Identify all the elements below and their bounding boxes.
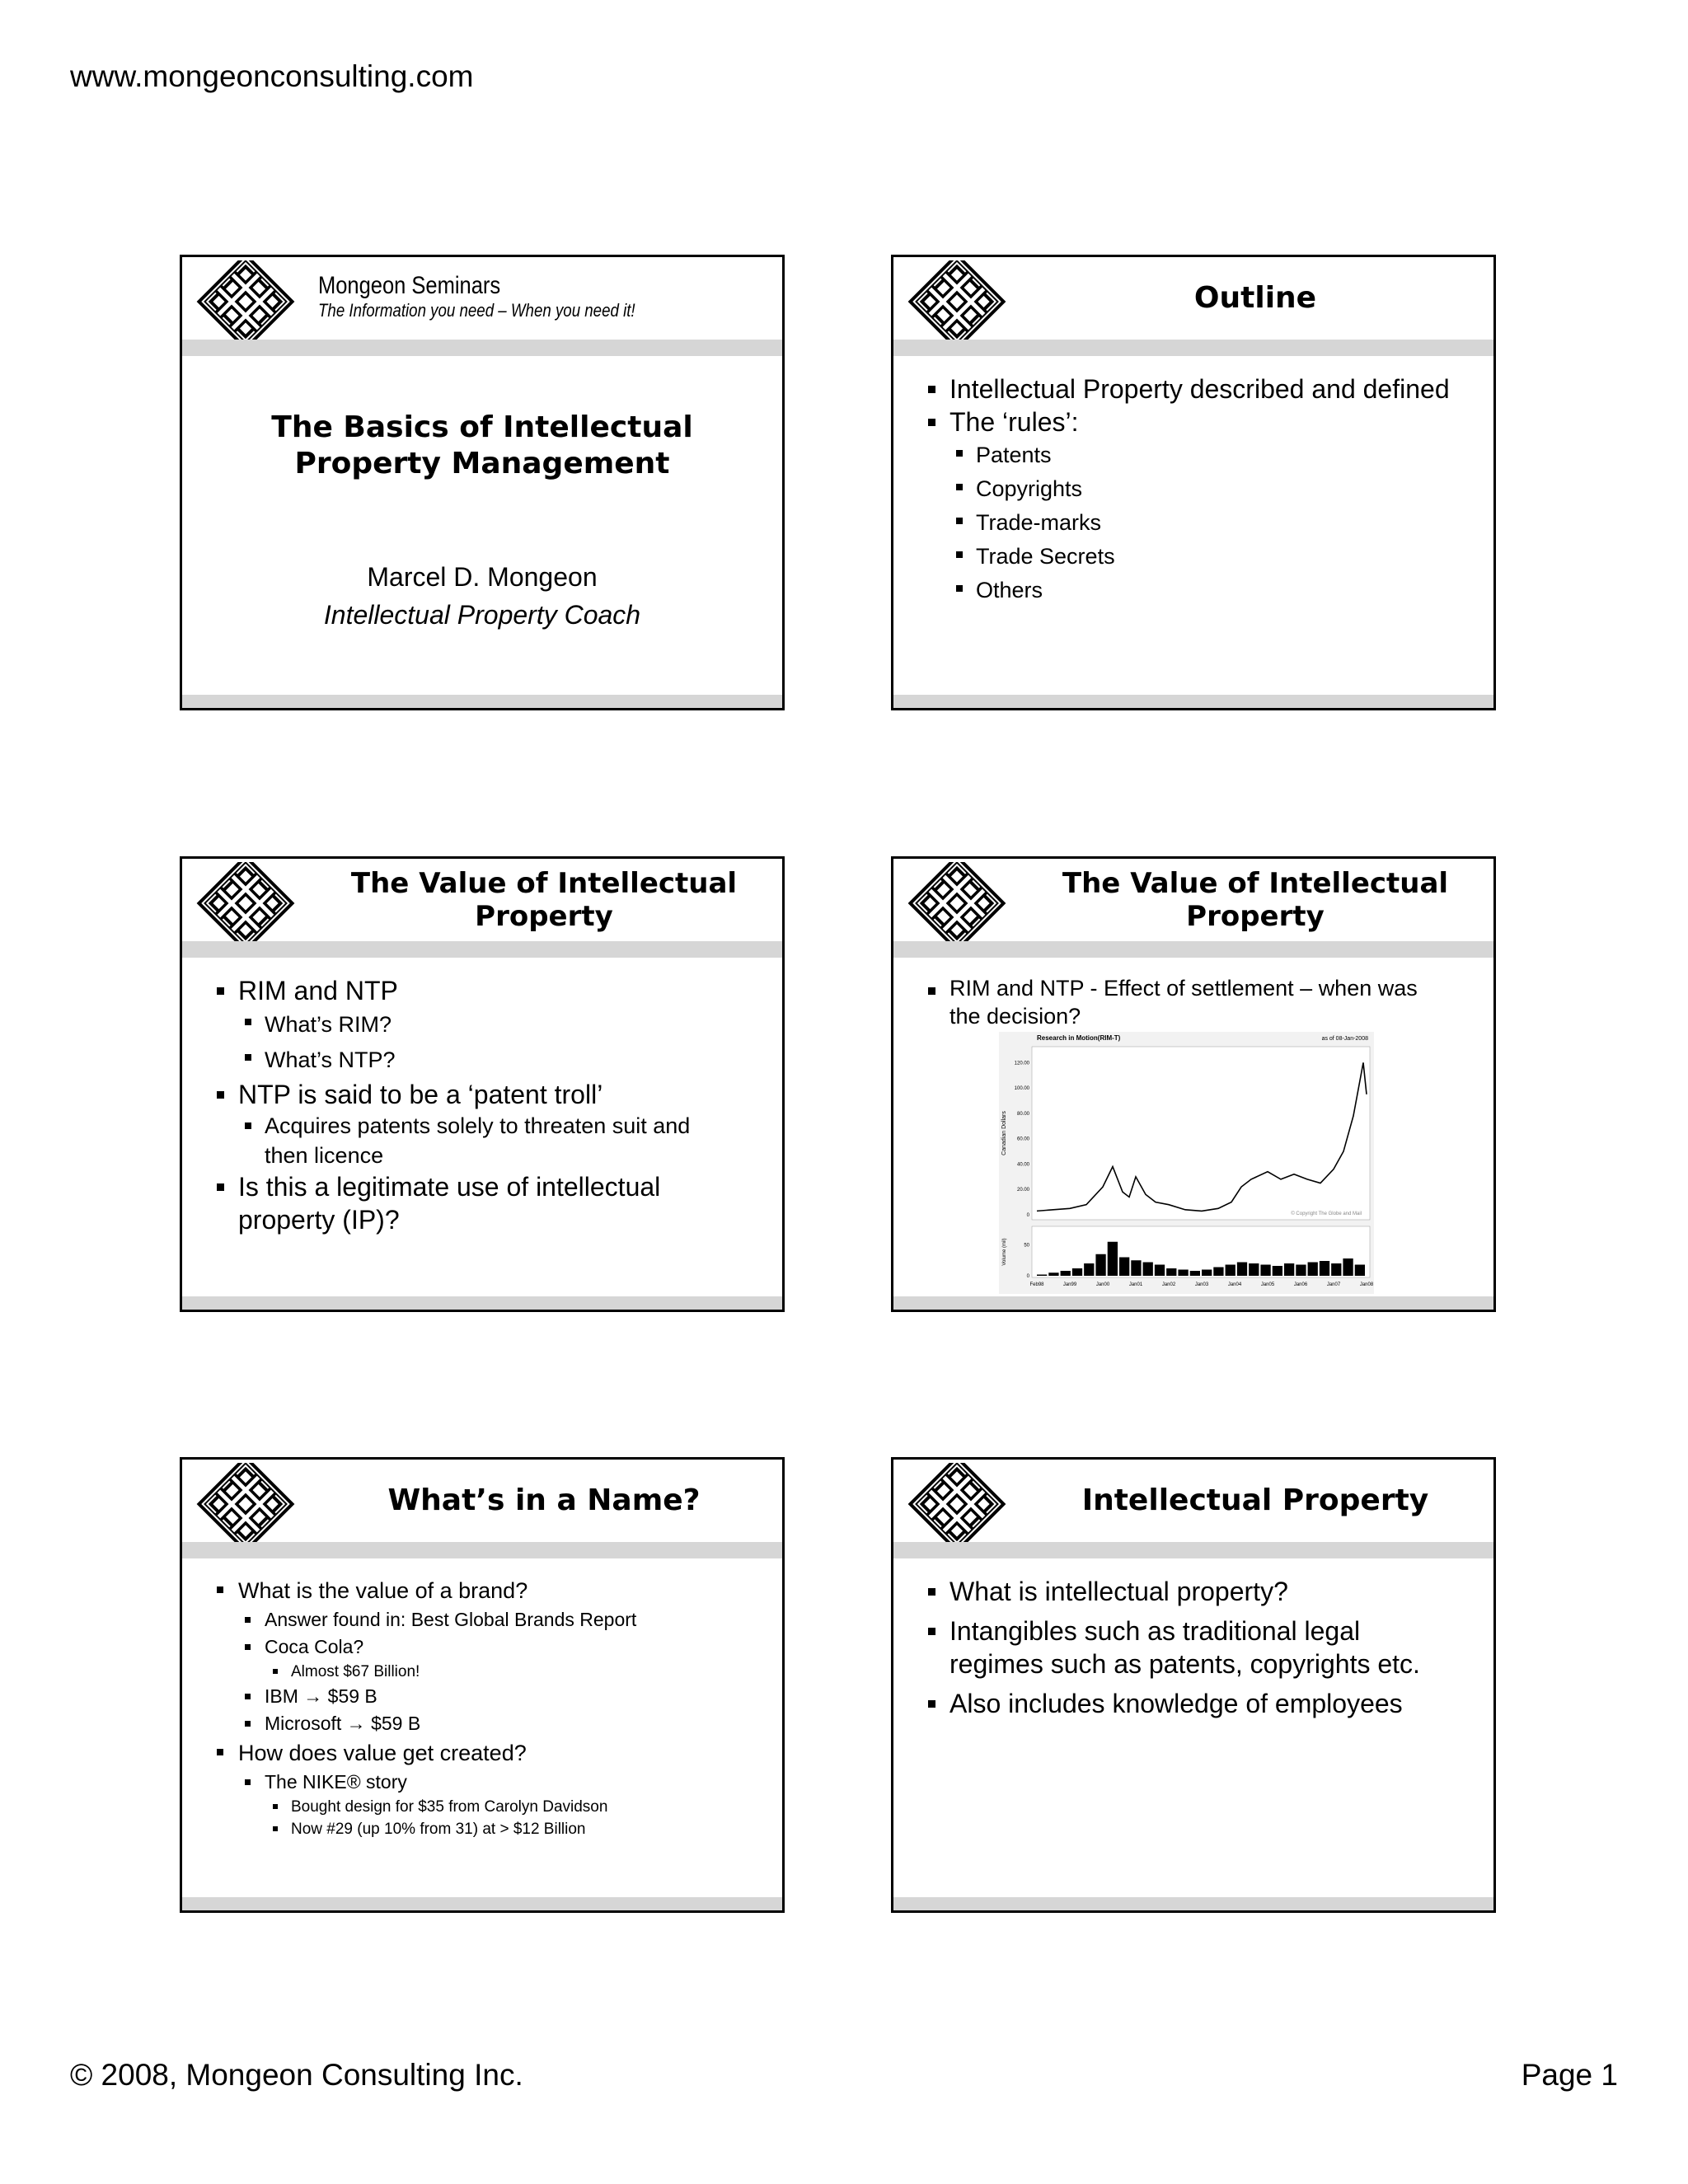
y-axis-label: Canadian Dollars (1001, 1111, 1007, 1155)
volume-bar (1095, 1254, 1105, 1276)
list-item: The NIKE® story (215, 1769, 757, 1796)
slide-title: Intellectual Property (1081, 1483, 1429, 1517)
list-item: What’s NTP? (215, 1043, 757, 1078)
header-band (182, 941, 782, 958)
knot-logo-icon (903, 260, 1010, 343)
list-item: Microsoft → $59 B (215, 1710, 757, 1737)
volume-bar (1061, 1271, 1071, 1276)
volume-bar (1343, 1258, 1353, 1276)
list-item: Answer found in: Best Global Brands Report (215, 1606, 757, 1633)
volume-bar (1119, 1258, 1129, 1277)
volume-bar (1048, 1272, 1058, 1276)
list-item: Bought design for $35 from Carolyn Davidson (215, 1796, 757, 1818)
volume-bar (1037, 1275, 1047, 1277)
list-item: Also includes knowledge of employees (926, 1687, 1469, 1720)
y-tick-label: 80.00 (1016, 1111, 1029, 1117)
bullet-list (926, 373, 1469, 607)
bullet-list (926, 974, 1469, 1030)
volume-bar (1260, 1265, 1270, 1277)
knot-logo-icon (903, 862, 1010, 944)
header-band (893, 941, 1493, 958)
x-tick-label: Jan99 (1062, 1282, 1077, 1287)
author-name: Marcel D. Mongeon (367, 562, 598, 592)
x-tick-label: Jan08 (1359, 1282, 1374, 1287)
list-item: Almost $67 Billion! (215, 1661, 757, 1683)
list-item: What is intellectual property? (926, 1575, 1469, 1608)
list-item: Coca Cola? (215, 1633, 757, 1661)
slide-1 (180, 255, 785, 710)
volume-tick-label: 0 (1026, 1274, 1029, 1279)
knot-logo-icon (903, 1463, 1010, 1545)
bullet-list (215, 974, 757, 1236)
page-header-url: www.mongeonconsulting.com (70, 59, 474, 93)
x-tick-label: Jan04 (1227, 1282, 1242, 1287)
volume-bar (1296, 1265, 1306, 1277)
footer-band (182, 1897, 782, 1910)
knot-logo-icon (192, 862, 299, 944)
footer-band (893, 1897, 1493, 1910)
header-band (182, 1542, 782, 1558)
volume-bar (1213, 1268, 1223, 1277)
list-item: RIM and NTP (215, 974, 757, 1007)
slide-title: The Value of Intellectual Property (1062, 867, 1449, 933)
footer-band (182, 695, 782, 708)
y-tick-label: 40.00 (1016, 1162, 1029, 1168)
stock-chart (999, 1032, 1374, 1294)
volume-bar (1237, 1263, 1247, 1277)
slide-6 (891, 1457, 1496, 1913)
list-item: Acquires patents solely to threaten suit and then licence (215, 1111, 757, 1170)
header-band (182, 340, 782, 356)
page-footer-copyright: © 2008, Mongeon Consulting Inc. (70, 2058, 523, 2092)
bullet-list (215, 1575, 757, 1840)
volume-bar (1084, 1263, 1094, 1276)
knot-logo-icon (192, 1463, 299, 1545)
header-band (893, 1542, 1493, 1558)
chart-date: as of 08-Jan-2008 (1321, 1036, 1368, 1042)
list-item: The ‘rules’: (926, 405, 1469, 438)
volume-bar (1190, 1271, 1200, 1276)
volume-bar (1331, 1263, 1341, 1276)
slide-5 (180, 1457, 785, 1913)
list-item: NTP is said to be a ‘patent troll’ (215, 1078, 757, 1111)
slide-title: The Basics of Intellectual Property Management (271, 410, 693, 480)
volume-bar (1226, 1265, 1236, 1277)
x-tick-label: Feb98 (1029, 1282, 1044, 1287)
volume-bar (1355, 1265, 1365, 1277)
volume-bar (1178, 1270, 1188, 1277)
list-item: Intangibles such as traditional legal regimes such as patents, copyrights etc. (926, 1615, 1469, 1680)
volume-bar (1166, 1268, 1176, 1276)
footer-band (182, 1296, 782, 1310)
x-tick-label: Jan01 (1128, 1282, 1143, 1287)
list-item: Others (926, 574, 1469, 607)
volume-bar (1155, 1265, 1165, 1277)
brand-name: Mongeon Seminars (318, 272, 501, 299)
volume-bar (1108, 1242, 1118, 1276)
volume-bar (1249, 1263, 1259, 1276)
y-tick-label: 60.00 (1016, 1137, 1029, 1142)
volume-bar (1284, 1263, 1294, 1276)
volume-axis-label: Volume (mil) (1002, 1238, 1007, 1266)
volume-bar (1131, 1260, 1141, 1276)
author-block (182, 558, 782, 634)
slide-title: The Value of Intellectual Property (350, 867, 738, 933)
x-tick-label: Jan03 (1194, 1282, 1209, 1287)
volume-bar (1320, 1261, 1329, 1276)
slide-3 (180, 856, 785, 1312)
x-tick-label: Jan07 (1326, 1282, 1341, 1287)
header-band (893, 340, 1493, 356)
list-item: Trade-marks (926, 506, 1469, 540)
author-role: Intellectual Property Coach (323, 600, 641, 630)
y-tick-label: 100.00 (1014, 1086, 1029, 1092)
slide-2 (891, 255, 1496, 710)
page-number: Page 1 (1521, 2058, 1618, 2092)
list-item: Intellectual Property described and defined (926, 373, 1469, 405)
list-item: What’s RIM? (215, 1007, 757, 1043)
list-item: Copyrights (926, 472, 1469, 506)
y-tick-label: 0 (1026, 1213, 1029, 1218)
x-tick-label: Jan02 (1161, 1282, 1176, 1287)
stock-chart-svg (999, 1032, 1374, 1294)
volume-bar (1202, 1270, 1212, 1277)
brand-tagline: The Information you need – When you need it! (318, 300, 635, 321)
footer-band (893, 1296, 1493, 1310)
list-item: How does value get created? (215, 1737, 757, 1769)
list-item: Is this a legitimate use of intellectual property (IP)? (215, 1170, 757, 1236)
list-item: RIM and NTP - Effect of settlement – when was the decision? (926, 974, 1469, 1030)
y-tick-label: 120.00 (1014, 1061, 1029, 1066)
x-tick-label: Jan00 (1095, 1282, 1110, 1287)
y-tick-label: 20.00 (1016, 1188, 1029, 1193)
list-item: IBM → $59 B (215, 1683, 757, 1710)
volume-bar (1308, 1263, 1318, 1277)
list-item: Patents (926, 438, 1469, 472)
chart-title: Research in Motion(RIM-T) (1037, 1034, 1121, 1042)
x-tick-label: Jan06 (1293, 1282, 1308, 1287)
footer-band (893, 695, 1493, 708)
chart-credit: © Copyright The Globe and Mail (1291, 1212, 1362, 1216)
slide-4 (891, 856, 1496, 1312)
list-item: What is the value of a brand? (215, 1575, 757, 1606)
list-item: Now #29 (up 10% from 31) at > $12 Billion (215, 1818, 757, 1840)
slide-title: Outline (1193, 281, 1317, 315)
slide-title: What’s in a Name? (387, 1483, 701, 1517)
volume-bar (1143, 1263, 1153, 1277)
list-item: Trade Secrets (926, 540, 1469, 574)
knot-logo-icon (192, 260, 299, 343)
volume-tick-label: 50 (1024, 1243, 1029, 1249)
bullet-list (926, 1575, 1469, 1720)
x-tick-label: Jan05 (1260, 1282, 1275, 1287)
volume-bar (1273, 1266, 1282, 1276)
volume-bar (1072, 1268, 1082, 1276)
